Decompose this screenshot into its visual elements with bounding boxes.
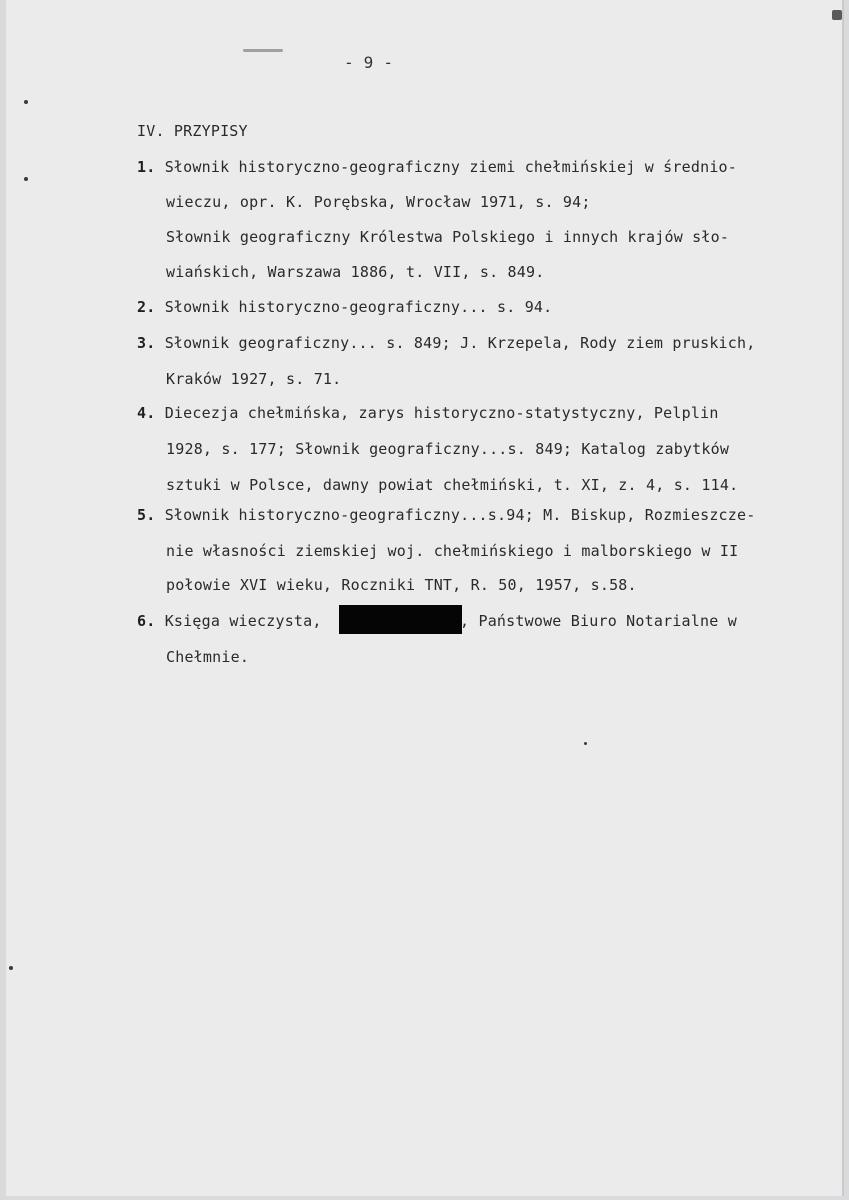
margin-mark bbox=[9, 966, 13, 970]
speck-mark bbox=[584, 742, 587, 745]
footnote-3-line-2: Kraków 1927, s. 71. bbox=[166, 370, 342, 388]
footnote-5-line-3: połowie XVI wieku, Roczniki TNT, R. 50, 1957, s.58. bbox=[166, 576, 637, 594]
pencil-stroke-mark bbox=[243, 49, 283, 52]
footnote-6-line-1-tail: , Państwowe Biuro Notarialne w bbox=[460, 612, 737, 630]
margin-mark bbox=[24, 100, 28, 104]
footnote-1-line-4: wiańskich, Warszawa 1886, t. VII, s. 849. bbox=[166, 263, 545, 281]
footnote-5-line-1: 5. Słownik historyczno-geograficzny...s.94; M. Biskup, Rozmieszcze- bbox=[137, 506, 756, 524]
footnote-number: 1. bbox=[137, 158, 156, 176]
footnote-3-line-1: 3. Słownik geograficzny... s. 849; J. Krzepela, Rody ziem pruskich, bbox=[137, 334, 756, 352]
footnote-4-line-3: sztuki w Polsce, dawny powiat chełmiński, t. XI, z. 4, s. 114. bbox=[166, 476, 739, 494]
footnote-6-line-1: 6. Księga wieczysta, bbox=[137, 612, 322, 630]
footnote-2-line-1: 2. Słownik historyczno-geograficzny... s. 94. bbox=[137, 298, 553, 316]
footnote-number: 4. bbox=[137, 404, 156, 422]
page-number: - 9 - bbox=[344, 53, 394, 72]
footnote-1-line-3: Słownik geograficzny Królestwa Polskiego i innych krajów sło- bbox=[166, 228, 730, 246]
margin-mark bbox=[24, 177, 28, 181]
footnote-number: 6. bbox=[137, 612, 156, 630]
footnote-1-line-2: wieczu, opr. K. Porębska, Wrocław 1971, s. 94; bbox=[166, 193, 591, 211]
footnote-number: 5. bbox=[137, 506, 156, 524]
footnote-6-line-2: Chełmnie. bbox=[166, 648, 250, 666]
footnote-4-line-1: 4. Diecezja chełmińska, zarys historyczno-statystyczny, Pelplin bbox=[137, 404, 719, 422]
footnote-number: 3. bbox=[137, 334, 156, 352]
redaction-block bbox=[339, 605, 462, 634]
footnote-number: 2. bbox=[137, 298, 156, 316]
section-title: IV. PRZYPISY bbox=[137, 122, 248, 140]
footnote-4-line-2: 1928, s. 177; Słownik geograficzny...s. 849; Katalog zabytków bbox=[166, 440, 730, 458]
footnote-1-line-1: 1. Słownik historyczno-geograficzny ziemi chełmińskiej w średnio- bbox=[137, 158, 738, 176]
document-page bbox=[6, 0, 844, 1196]
corner-mark bbox=[832, 10, 842, 20]
footnote-5-line-2: nie własności ziemskiej woj. chełmińskiego i malborskiego w II bbox=[166, 542, 739, 560]
